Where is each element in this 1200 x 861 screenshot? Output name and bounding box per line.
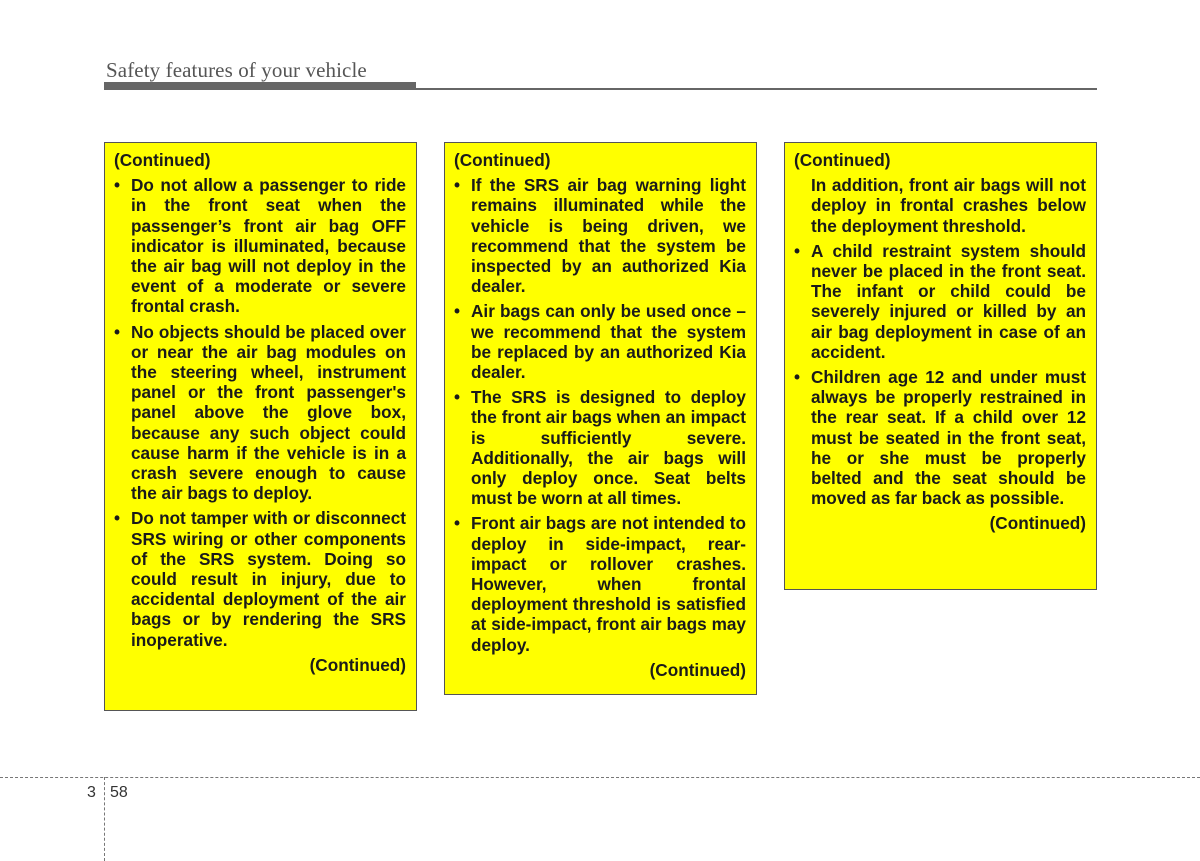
warning-box-3 [784,142,1097,590]
bullet-marker: • [114,175,121,196]
box-continued-head: (Continued) [794,150,891,170]
bullet-text: Do not allow a passenger to ride in the front seat when the passenger’s front air bag OFF indicator is illuminated, because the air bag will not deploy in the event of a moderate or severe frontal crash. [131,175,406,317]
bullet-item [114,508,406,649]
footer-dashed-divider [104,777,105,861]
page-number: 58 [110,784,128,801]
bullet-item [454,175,746,296]
bullet-marker: • [454,513,461,534]
box-paragraph: In addition, front air bags will not deploy in frontal crashes below the deployment threshold. [811,175,1086,236]
bullet-marker: • [794,240,801,261]
bullet-text: If the SRS air bag warning light remains illuminated while the vehicle is being driven, we recommend that the system be inspected by an authorized Kia dealer. [471,175,746,297]
bullet-item [794,241,1086,362]
footer-dashed-rule [0,777,1200,778]
page-header-title: Safety features of your vehicle [106,58,367,82]
bullet-marker: • [114,508,121,529]
box-continued-foot: (Continued) [649,659,746,680]
warning-box-2 [444,142,757,695]
bullet-item [454,301,746,382]
bullet-text: Do not tamper with or disconnect SRS wiring or other components of the SRS system. Doing so could result in injury, due to accidental deployment of the air bags or by rendering the SRS inoperative. [131,508,406,650]
header-rule-thick [104,82,416,90]
bullet-marker: • [794,367,801,388]
bullet-text: The SRS is designed to deploy the front air bags when an impact is sufficiently severe. Additionally, the air bags will only deploy once. Seat belts must be worn at all times. [471,387,746,509]
box-continued-head: (Continued) [454,150,551,170]
bullet-item [114,322,406,504]
bullet-marker: • [114,321,121,342]
warning-box-1 [104,142,417,711]
bullet-text: A child restraint system should never be placed in the front seat. The infant or child could be severely injured or killed by an air bag deployment in case of an accident. [811,240,1086,362]
bullet-item [454,513,746,654]
header-rule-thin [416,88,1097,90]
bullet-text: Front air bags are not intended to deploy in side-impact, rear-impact or rollover crashes. However, when frontal deployment threshold is satisfied at side-impact, front air bags may deploy. [471,513,746,655]
bullet-marker: • [454,387,461,408]
bullet-text: Children age 12 and under must always be properly restrained in the rear seat. If a child over 12 must be seated in the front seat, he or she must be properly belted and the seat should be moved as far back as possible. [811,367,1086,509]
chapter-number: 3 [87,784,96,801]
bullet-item [794,367,1086,508]
box-continued-head: (Continued) [114,150,211,170]
bullet-marker: • [454,301,461,322]
bullet-item [454,387,746,508]
bullet-text: Air bags can only be used once – we recommend that the system be replaced by an authorized Kia dealer. [471,301,746,383]
bullet-item [114,175,406,316]
bullet-text: No objects should be placed over or near the air bag modules on the steering wheel, instrument panel or the front passenger's panel above the glove box, because any such object could cause harm if the vehicle is in a crash severe enough to cause the air bags to deploy. [131,321,406,504]
box-continued-foot: (Continued) [989,513,1086,534]
bullet-marker: • [454,175,461,196]
box-continued-foot: (Continued) [309,654,406,675]
